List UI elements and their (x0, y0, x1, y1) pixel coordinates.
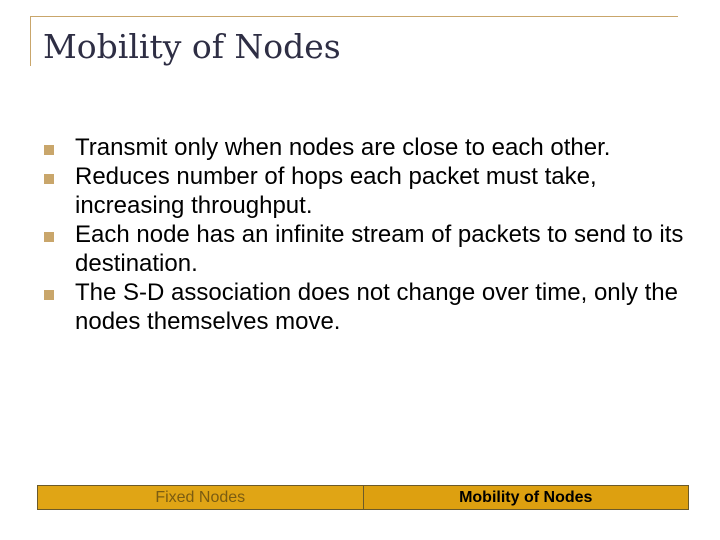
bullet-text: Transmit only when nodes are close to each other. (75, 134, 611, 161)
bullet-text: Each node has an infinite stream of packets to send to its destination. (75, 221, 684, 277)
bullet-item (44, 220, 684, 278)
bullet-list (44, 133, 684, 336)
square-bullet-icon (44, 232, 54, 242)
square-bullet-icon (44, 174, 54, 184)
square-bullet-icon (44, 290, 54, 300)
bullet-item (44, 162, 684, 220)
bullet-item (44, 278, 684, 336)
nav-link-fixed-nodes[interactable]: Fixed Nodes (38, 486, 364, 509)
square-bullet-icon (44, 145, 54, 155)
slide-title: Mobility of Nodes (43, 27, 341, 66)
slide-navigation-bar (37, 485, 689, 510)
title-frame-left-line (30, 16, 31, 66)
bullet-text: Reduces number of hops each packet must take, increasing throughput. (75, 163, 597, 219)
nav-link-mobility-of-nodes[interactable]: Mobility of Nodes (364, 486, 689, 509)
title-frame-top-line (30, 16, 678, 17)
bullet-text: The S-D association does not change over time, only the nodes themselves move. (75, 279, 678, 335)
bullet-item (44, 133, 684, 162)
